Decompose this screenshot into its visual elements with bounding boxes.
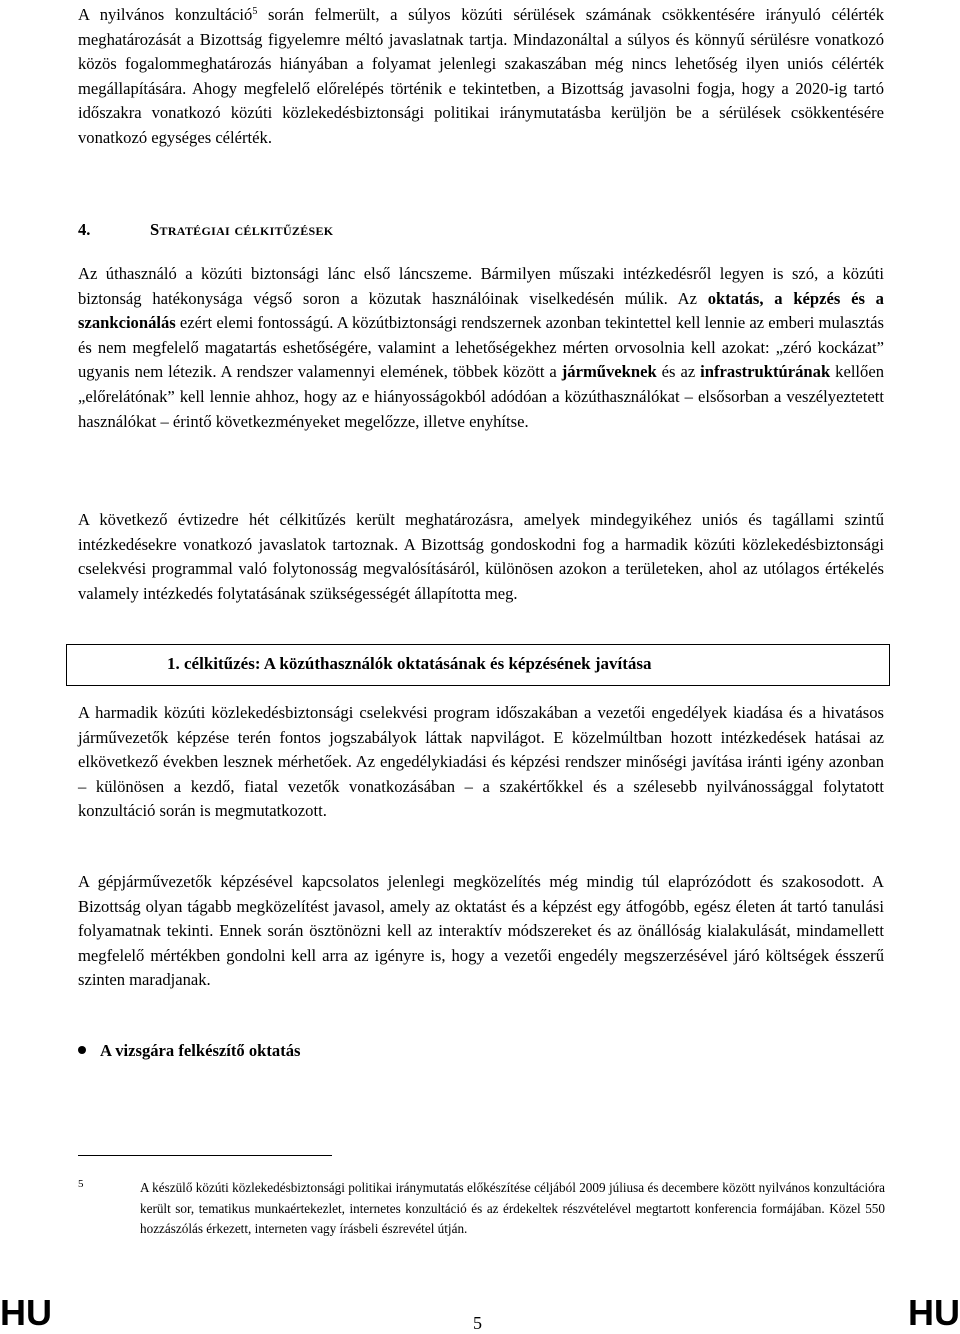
paragraph-text: kellően „előrelátónak” kell lennie ahhoz, hogy az e hiányosságokból adódóan a közúthasználókat – elsősorban a veszélyeztetett használókat – érintő következményeket megelőzze, illetve enyhítse. [78,362,884,431]
paragraph-text: ezért elemi fontosságú. A közútbiztonsági rendszernek azonban tekintettel kell lennie az emberi mulasztás és nem megfelelő magatartás eshetőségére, valamint a lehetőségekhez mérten orvosolnia kell azokat: „zéró kockázat” ugyanis nem létezik. A rendszer valamennyi elemének, többek között a [78,313,884,382]
section-title: Stratégiai célkitűzések [150,220,334,239]
paragraph-text: Az úthasználó a közúti biztonsági lánc első láncszeme. Bármilyen műszaki intézkedésről legyen is szó, a közúti biztonság hatékonysága végső soron a közutak használóinak viselkedésén múlik. Az [78,264,884,308]
footnote-separator [78,1155,332,1156]
paragraph-text: során felmerült, a súlyos közúti sérülések számának csökkentésére irányuló célérték meghatározását a Bizottság figyelemre méltó javaslatnak tartja. Mindazonáltal a súlyos és könnyű sérülésre vonatkozó közös fogalommeghatározás hiányában a folyamat jelenlegi szakaszában még nincs lehetőség ilyen uniós célérték megállapítására. Ahogy megfelelő előrelépés történik e tekintetben, a Bizottság javasolni fogja, hogy a 2020-ig tartó időszakra vonatkozó közúti közlekedésbiztonsági politikai iránymutatásba kerüljön be a sérülések csökkentésére vonatkozó egységes célérték. [78,5,884,147]
bullet-text: A vizsgára felkészítő oktatás [100,1041,301,1060]
paragraph-text: A nyilvános konzultáció [78,5,253,24]
footnote-text: A készülő közúti közlekedésbiztonsági politikai iránymutatás előkészítése céljából 2009 júliusa és decembere között nyilvános konzultációra került sor, tematikus munkaértekezlet, internetes konzultáció és az érdekeltek részvételével megtartott konferencia formájában. Közel 550 hozzászólás érkezett, interneten vagy írásbeli észrevétel útján. [140,1180,885,1236]
objective-box [66,644,890,686]
paragraph-driver-training: A gépjárművezetők képzésével kapcsolatos jelenlegi megközelítés még mindig túl elaprózódott és szakosodott. A Bizottság olyan tágabb megközelítést javasol, amely az oktatást és a képzést egy átfogóbb, egész életen át tartó tanulási folyamatnak tekinti. Ennek során ösztönözni kell az interaktív módszereket és az önállóság kialakulását, mindamellett megfelelő mértékben gondolni kell arra az igényre is, hogy a vezetői engedély megszerzésével járó költségek ésszerű szinten maradjanak. [78,872,884,990]
footnote-reference[interactable]: 5 [252,6,258,17]
paragraph-text: és az [656,362,701,382]
bullet-dot-icon [78,1046,86,1054]
page-number: 5 [473,1313,482,1333]
footer-language-right: HU [908,1292,960,1333]
paragraph-consultation [78,3,884,151]
bullet-item [78,1041,300,1061]
paragraph-road-user [78,262,884,434]
bold-term: infrastruktúrának [700,362,831,382]
objective-title: 1. célkitűzés: A közúthasználók oktatásának és képzésének javítása [167,654,652,673]
paragraph-action-program: A harmadik közúti közlekedésbiztonsági cselekvési program időszakában a vezetői engedélyek kiadása és a hivatásos járművezetők képzése terén fontos jogszabályok láttak napvilágot. E közelmúltban hozott intézkedések hatásai az elkövetkező években lesznek mérhetőek. Az engedélykiadási és képzési rendszer minőségi javítása iránti igény azonban – különösen a kezdő, fiatal vezetők vonatkozásában – a szakértőkkel és a szélesebb nyilvánossággal folytatott konzultáció során is megmutatkozott. [78,703,884,821]
section-heading [78,220,333,240]
footer-language-left: HU [0,1292,52,1333]
paragraph-objectives: A következő évtizedre hét célkitűzés került meghatározásra, amelyek mindegyikéhez uniós és tagállami szintű intézkedésekre vonatkozó javaslatok tartoznak. A Bizottság gondoskodni fog a harmadik közúti közlekedésbiztonsági cselekvési programmal való folytonosság megvalósításáról, különösen azokon a területeken, ahol az utólagos értékelés valamely intézkedés folytatásának szükségességét állapította meg. [78,510,884,603]
footnote-number: 5 [78,1178,84,1190]
section-number: 4. [78,220,91,239]
bold-term: oktatás, a képzés és a szankcionálás [78,288,884,333]
bold-term: járműveknek [561,362,657,382]
